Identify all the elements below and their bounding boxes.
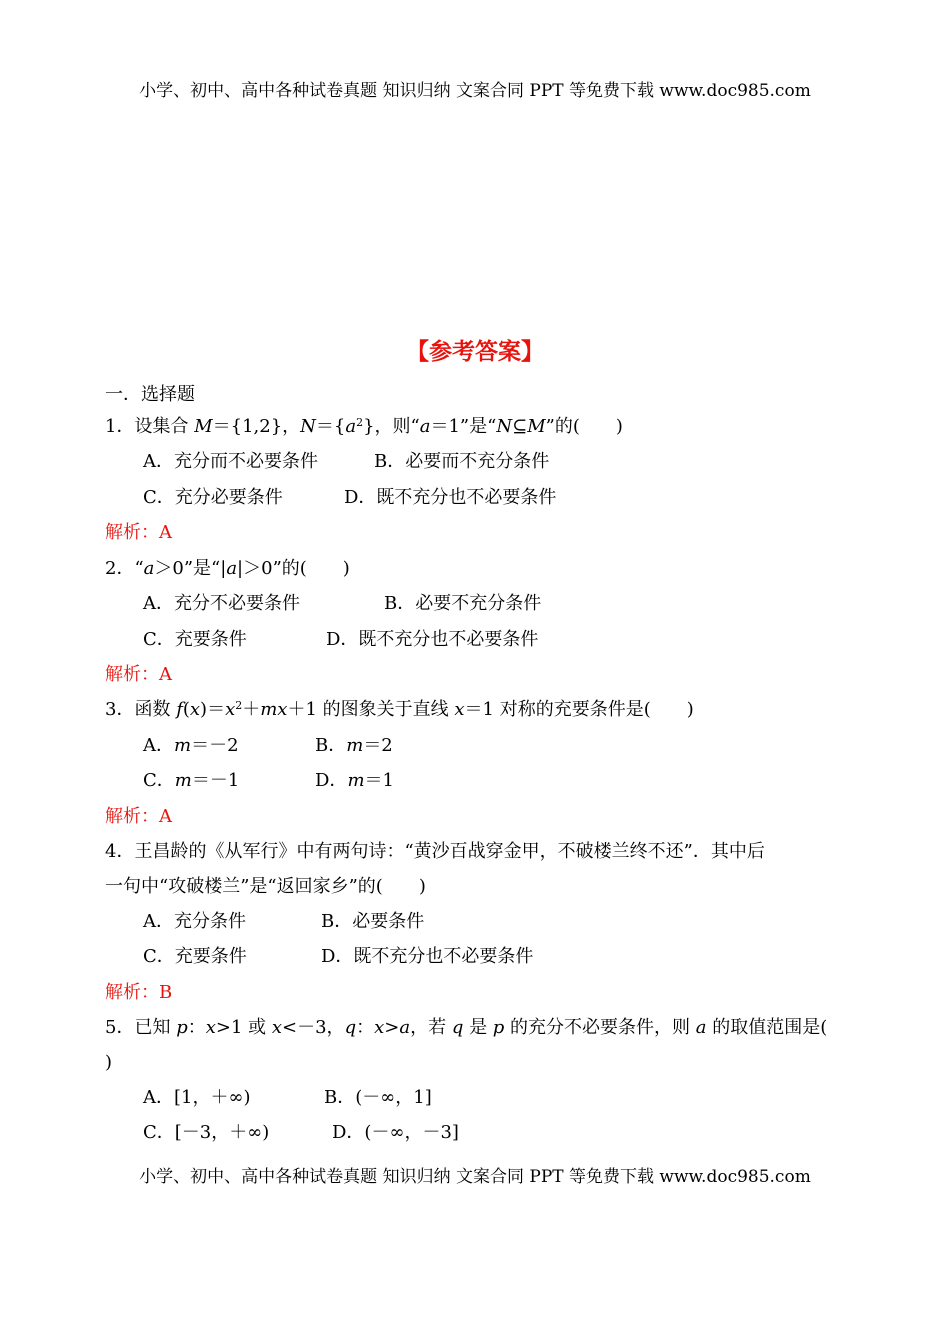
option-d: D．m＝1 [315,770,394,791]
question-4-options [0,910,950,970]
question-1-answer: 解析：A [105,522,172,543]
page-footer: 小学、初中、高中各种试卷真题 知识归纳 文案合同 PPT 等免费下载 www.doc985.com [139,1167,811,1187]
question-5-stem-line-2: ) [105,1052,113,1073]
page-header: 小学、初中、高中各种试卷真题 知识归纳 文案合同 PPT 等免费下载 www.doc985.com [139,81,811,101]
question-4-stem-line-2: 一句中“攻破楼兰”是“返回家乡”的( ) [105,876,426,897]
question-1-stem: 1．设集合 M＝{1,2}，$N=\{a^2\}$，则“a＝1”是“N⊆M”的( ) [105,416,623,437]
option-b: B．必要不充分条件 [384,593,542,614]
question-2-stem: 2．“a＞0”是“|a|＞0”的( ) [105,558,350,579]
question-5-stem-line-1: 5．已知 p：x>1 或 x<－3，q：x>a，若 q 是 p 的充分不必要条件，则 a 的取值范围是( [105,1017,828,1038]
question-3-options [0,734,950,794]
option-d: D．既不充分也不必要条件 [344,487,557,508]
question-2-options [0,592,950,652]
option-b: B．必要而不充分条件 [374,451,550,472]
section-heading: 一．选择题 [105,384,195,405]
question-3-answer: 解析：A [105,806,172,827]
question-2-answer: 解析：A [105,664,172,685]
option-c: C．m＝－1 [143,770,240,791]
question-3-stem: 3．函数 $f(x)=x^2+mx+1$ 的图象关于直线 x＝1 对称的充要条件是( ) [105,699,694,720]
question-5-options [0,1086,950,1146]
option-c: C．充要条件 [143,629,247,650]
option-a: A．充分不必要条件 [143,593,300,614]
option-a: A．m＝－2 [143,735,239,756]
option-b: B．(－∞，1] [324,1087,432,1108]
option-d: D．既不充分也不必要条件 [326,629,539,650]
option-a: A．充分条件 [143,911,246,932]
option-b: B．m＝2 [315,735,393,756]
page-title: 【参考答案】 [406,339,544,365]
option-d: D．既不充分也不必要条件 [321,946,534,967]
option-c: C．充要条件 [143,946,247,967]
option-a: A．[1，＋∞) [143,1087,251,1108]
option-c: C．充分必要条件 [143,487,283,508]
question-4-stem-line-1: 4．王昌龄的《从军行》中有两句诗：“黄沙百战穿金甲，不破楼兰终不还”．其中后 [105,841,765,862]
question-1-options [0,450,950,510]
option-a: A．充分而不必要条件 [143,451,318,472]
option-b: B．必要条件 [321,911,425,932]
option-c: C．[－3，＋∞) [143,1122,270,1143]
question-4-answer: 解析：B [105,982,173,1003]
option-d: D．(－∞，－3] [332,1122,459,1143]
